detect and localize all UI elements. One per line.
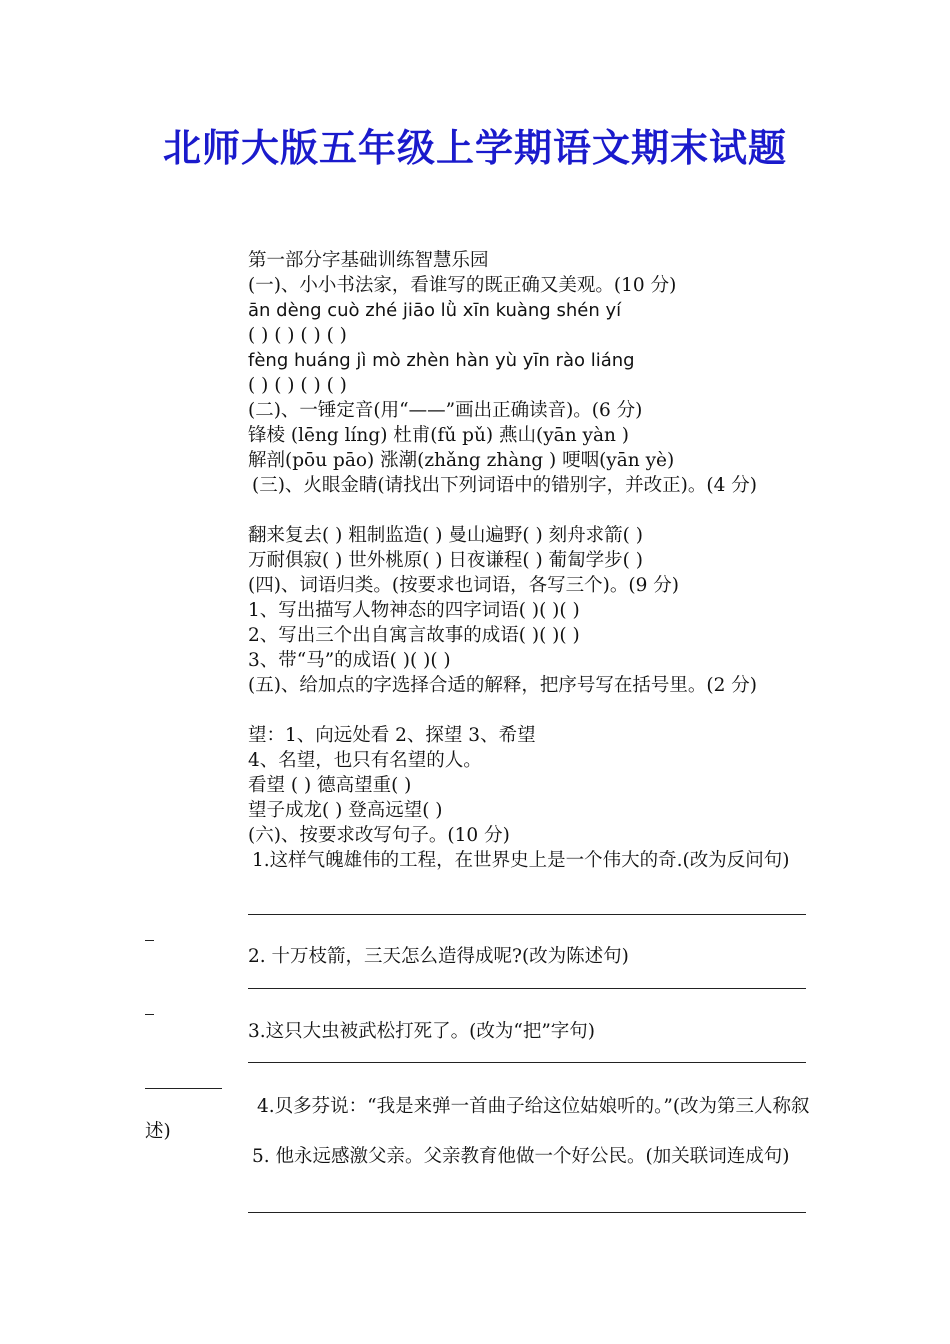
meaning-row-2: 望子成龙( ) 登高远望( ) bbox=[248, 800, 443, 821]
page-title: 北师大版五年级上学期语文期末试题 bbox=[162, 126, 787, 170]
meaning-options-1: 望：1、向远处看 2、探望 3、希望 bbox=[248, 725, 536, 746]
rewrite-question-1: 1.这样气魄雄伟的工程，在世界史上是一个伟大的奇.(改为反问句) bbox=[252, 850, 790, 871]
meaning-row-1: 看望 ( ) 德高望重( ) bbox=[248, 775, 412, 796]
answer-line-3 bbox=[248, 1062, 806, 1063]
word-question-3: 3、带“马”的成语( )( )( ) bbox=[248, 650, 451, 671]
blanks-row-1: ( ) ( ) ( ) ( ) bbox=[248, 325, 347, 346]
rewrite-question-2: 2. 十万枝箭，三天怎么造得成呢?(改为陈述句) bbox=[248, 946, 629, 967]
word-question-1: 1、写出描写人物神态的四字词语( )( )( ) bbox=[248, 600, 580, 621]
pronunciation-row-2: 解剖(pōu pāo) 涨潮(zhǎng zhàng ) 哽咽(yān yè) bbox=[248, 450, 675, 471]
section-3-heading: (三)、火眼金睛(请找出下列词语中的错别字，并改正)。(4 分) bbox=[252, 475, 757, 496]
answer-line-3-end bbox=[145, 1088, 222, 1089]
pronunciation-row-1: 锋棱 (lēng líng) 杜甫(fǔ pǔ) 燕山(yān yàn ) bbox=[248, 425, 629, 446]
section-1-heading: (一)、小小书法家，看谁写的既正确又美观。(10 分) bbox=[248, 275, 677, 296]
section-5-heading: (五)、给加点的字选择合适的解释，把序号写在括号里。(2 分) bbox=[248, 675, 758, 696]
part-heading: 第一部分字基础训练智慧乐园 bbox=[248, 250, 489, 271]
answer-line-2 bbox=[248, 988, 806, 989]
answer-line-1 bbox=[248, 914, 806, 915]
answer-line-5 bbox=[248, 1212, 806, 1213]
answer-line-1-end bbox=[145, 940, 154, 941]
section-4-heading: (四)、词语归类。(按要求也词语，各写三个)。(9 分) bbox=[248, 575, 679, 596]
word-question-2: 2、写出三个出自寓言故事的成语( )( )( ) bbox=[248, 625, 580, 646]
answer-line-2-end bbox=[145, 1014, 154, 1015]
typo-row-2: 万耐俱寂( ) 世外桃原( ) 日夜谦程( ) 葡匐学步( ) bbox=[248, 550, 643, 571]
section-2-heading: (二)、一锤定音(用“——”画出正确读音)。(6 分) bbox=[248, 400, 643, 421]
pinyin-row-1: ān dèng cuò zhé jiāo lǜ xīn kuàng shén yí bbox=[248, 300, 622, 321]
typo-row-1: 翻来复去( ) 粗制监造( ) 曼山遍野( ) 刻舟求箭( ) bbox=[248, 525, 643, 546]
rewrite-question-3: 3.这只大虫被武松打死了。(改为“把”字句) bbox=[248, 1021, 596, 1042]
meaning-options-2: 4、名望，也只有名望的人。 bbox=[248, 750, 482, 771]
blanks-row-2: ( ) ( ) ( ) ( ) bbox=[248, 375, 347, 396]
section-6-heading: (六)、按要求改写句子。(10 分) bbox=[248, 825, 510, 846]
rewrite-question-5: 5. 他永远感激父亲。父亲教育他做一个好公民。(加关联词连成句) bbox=[252, 1146, 790, 1167]
pinyin-row-2: fèng huáng jì mò zhèn hàn yù yīn rào liáng bbox=[248, 350, 635, 371]
rewrite-question-4: 4.贝多芬说：“我是来弹一首曲子给这位姑娘听的。”(改为第三人称叙述) bbox=[145, 1096, 810, 1142]
